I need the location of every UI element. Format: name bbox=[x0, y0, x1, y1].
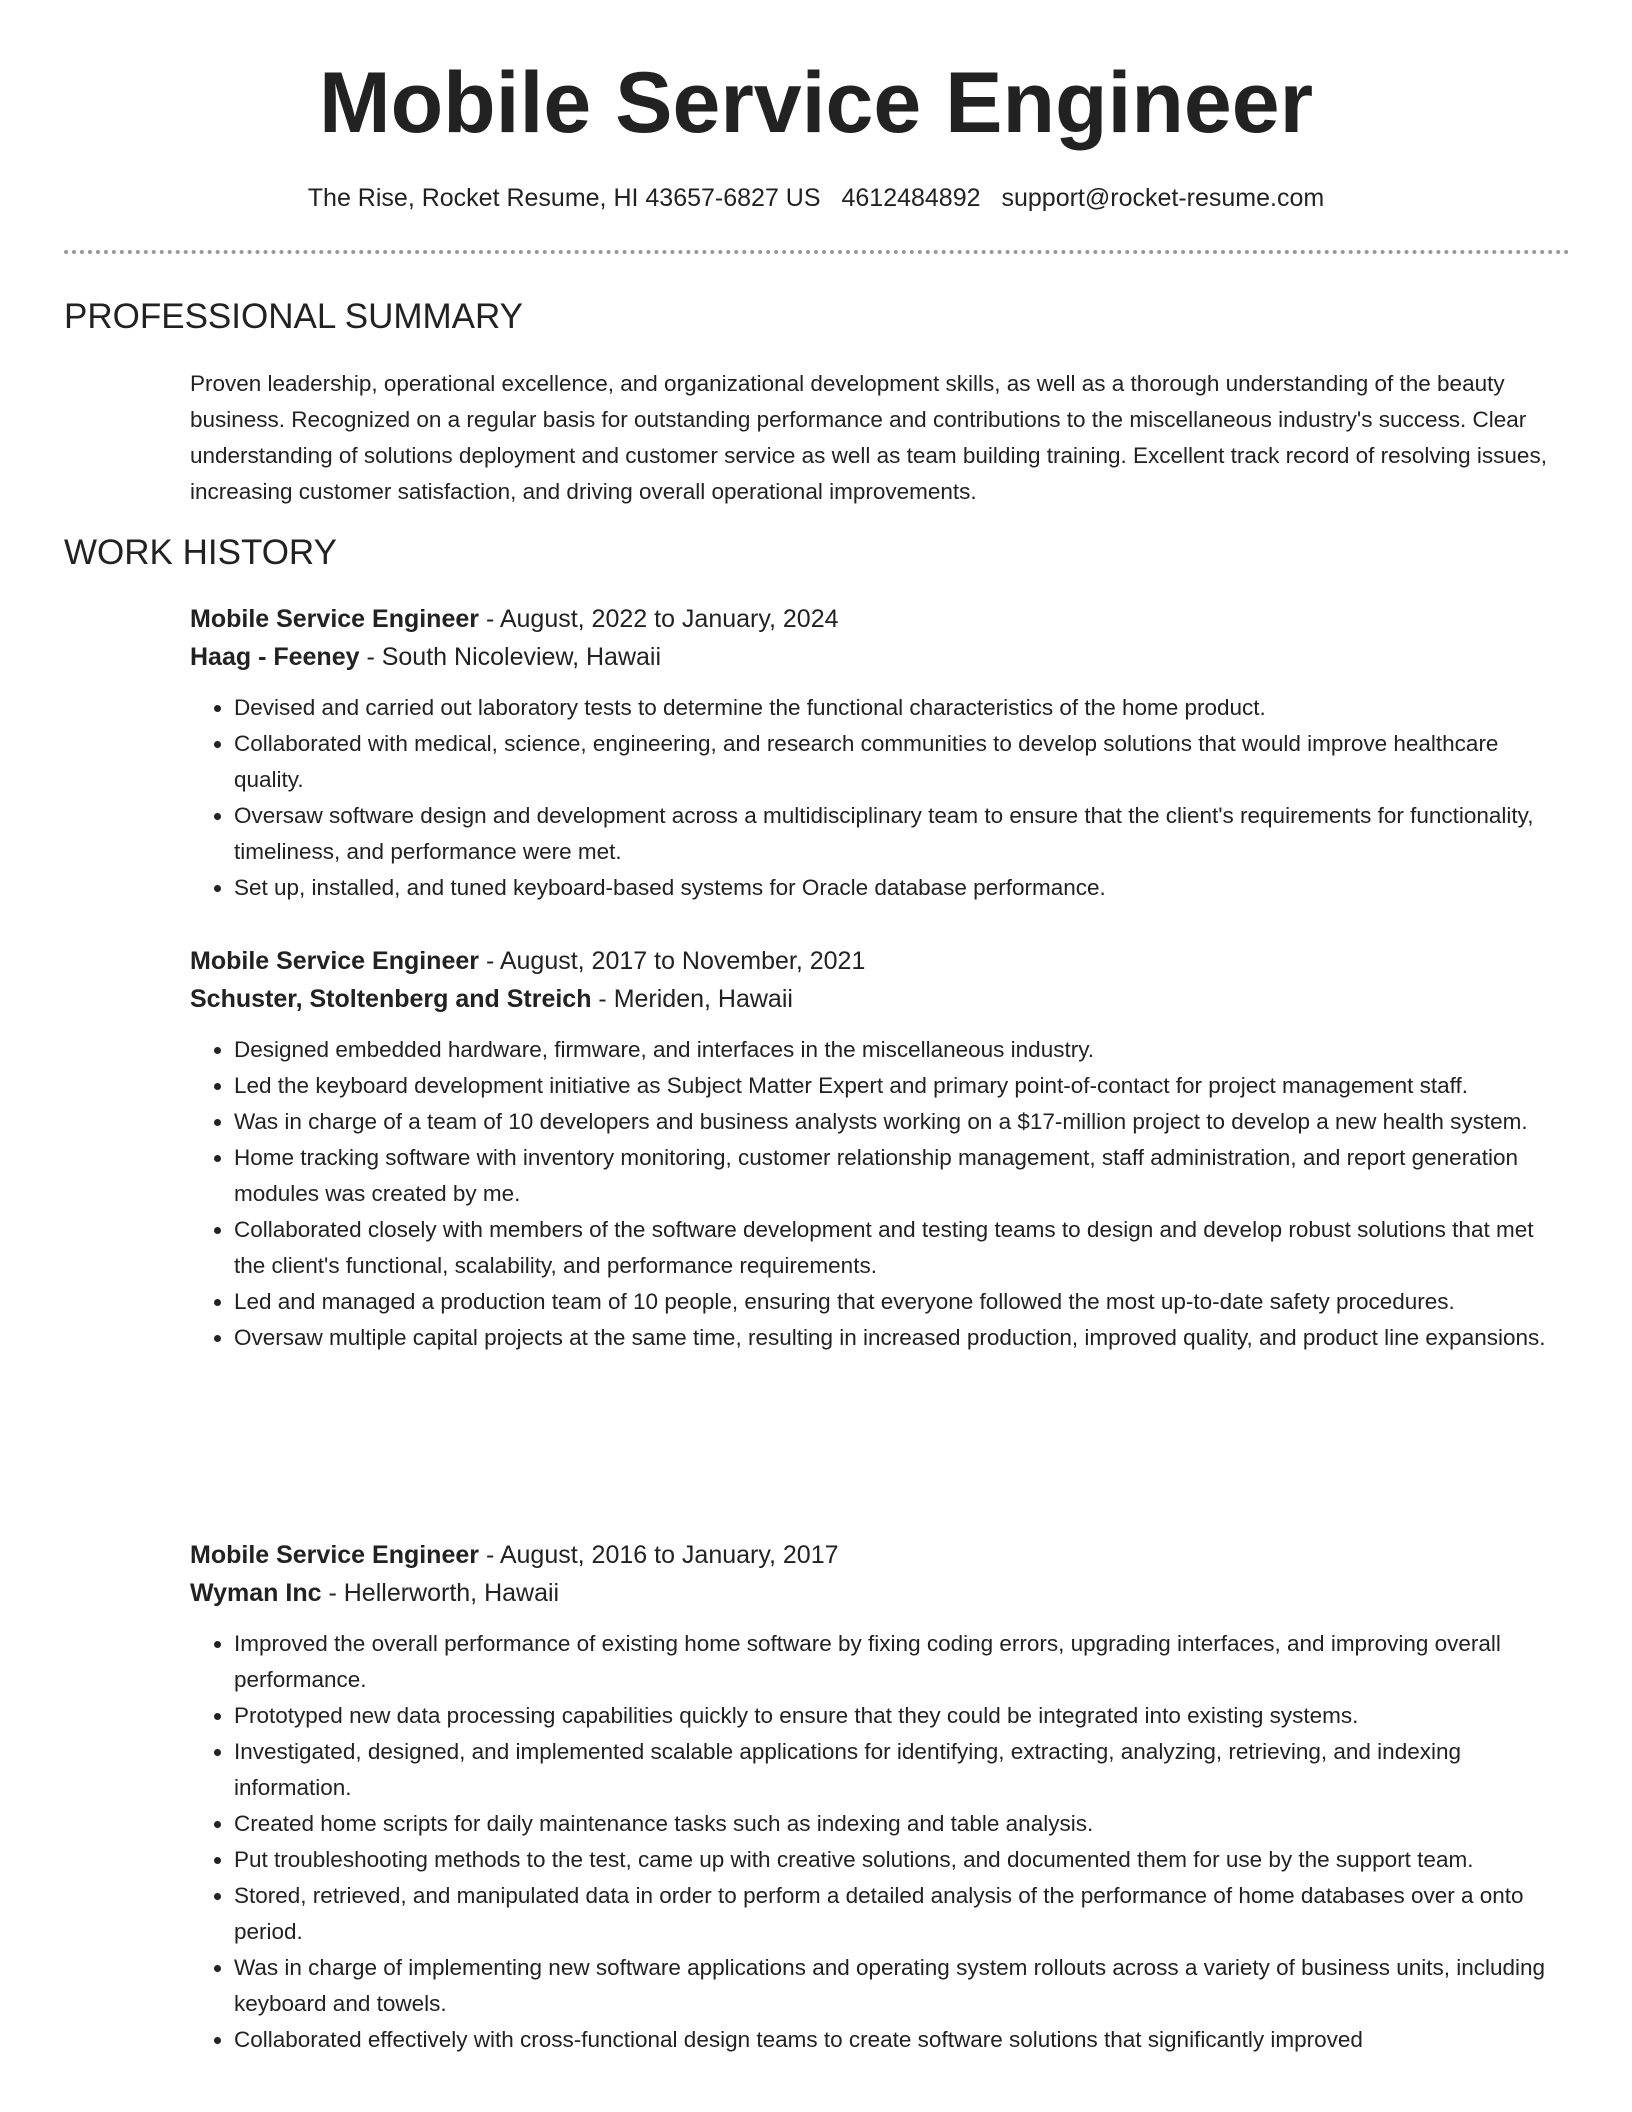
job-entry bbox=[190, 600, 1570, 906]
job-company: Haag - Feeney bbox=[190, 643, 360, 671]
job-company-line bbox=[190, 1574, 1570, 1612]
job-bullet: • Collaborated effectively with cross-functional design teams to create software solutions that significantly improved bbox=[234, 2022, 1570, 2058]
summary-text: Proven leadership, operational excellence, and organizational development skills, as well as a thorough understanding of the beauty business. Recognized on a regular basis for outstanding performance and contributions to the miscellaneous industry's success. Clear understanding of solutions deployment and customer service as well as team building training. Excellent track record of resolving issues, increasing customer satisfaction, and driving overall operational improvements. bbox=[190, 371, 1547, 504]
job-bullet: • Collaborated with medical, science, engineering, and research communities to develop solutions that would improve healthcare quality. bbox=[234, 726, 1570, 798]
job-bullet: • Led and managed a production team of 10 people, ensuring that everyone followed the most up-to-date safety procedures. bbox=[234, 1284, 1570, 1320]
job-bullet-list bbox=[190, 1032, 1570, 1356]
job-bullet-list bbox=[190, 1626, 1570, 2058]
section-title-work-history: WORK HISTORY bbox=[64, 533, 337, 572]
job-bullet: • Oversaw software design and development across a multidisciplinary team to ensure that the client's requirements for functionality, timeliness, and performance were met. bbox=[234, 798, 1570, 870]
job-dates: - August, 2016 to January, 2017 bbox=[479, 1541, 839, 1569]
job-bullet: • Stored, retrieved, and manipulated data in order to perform a detailed analysis of the performance of home databases over a onto period. bbox=[234, 1878, 1570, 1950]
job-company-line bbox=[190, 980, 1570, 1018]
job-bullet: • Set up, installed, and tuned keyboard-based systems for Oracle database performance. bbox=[234, 870, 1570, 906]
contact-address: The Rise, Rocket Resume, HI 43657-6827 US bbox=[307, 184, 821, 212]
job-company-line bbox=[190, 638, 1570, 676]
contact-line bbox=[0, 183, 1632, 213]
section-title-summary: PROFESSIONAL SUMMARY bbox=[64, 297, 523, 336]
job-title-line bbox=[190, 600, 1570, 638]
job-bullet-list bbox=[190, 690, 1570, 906]
job-bullet: • Investigated, designed, and implemented scalable applications for identifying, extracting, analyzing, retrieving, and indexing information. bbox=[234, 1734, 1570, 1806]
job-bullet: • Led the keyboard development initiative as Subject Matter Expert and primary point-of-contact for project management staff. bbox=[234, 1068, 1570, 1104]
job-bullet: • Oversaw multiple capital projects at the same time, resulting in increased production, improved quality, and product line expansions. bbox=[234, 1320, 1570, 1356]
job-bullet: • Designed embedded hardware, firmware, and interfaces in the miscellaneous industry. bbox=[234, 1032, 1570, 1068]
job-location: - Meriden, Hawaii bbox=[591, 985, 793, 1013]
job-dates: - August, 2022 to January, 2024 bbox=[479, 605, 839, 633]
job-bullet: • Was in charge of implementing new software applications and operating system rollouts across a variety of business units, including keyboard and towels. bbox=[234, 1950, 1570, 2022]
contact-email: support@rocket-resume.com bbox=[1001, 184, 1325, 212]
job-bullet: • Home tracking software with inventory monitoring, customer relationship management, staff administration, and report generation modules was created by me. bbox=[234, 1140, 1570, 1212]
job-location: - South Nicoleview, Hawaii bbox=[359, 643, 662, 671]
job-role: Mobile Service Engineer bbox=[190, 947, 479, 975]
job-dates: - August, 2017 to November, 2021 bbox=[479, 947, 866, 975]
job-title-line bbox=[190, 1536, 1570, 1574]
job-entry bbox=[190, 1536, 1570, 2058]
job-bullet: • Prototyped new data processing capabilities quickly to ensure that they could be integrated into existing systems. bbox=[234, 1698, 1570, 1734]
job-bullet: • Improved the overall performance of existing home software by fixing coding errors, upgrading interfaces, and improving overall performance. bbox=[234, 1626, 1570, 1698]
job-company: Schuster, Stoltenberg and Streich bbox=[190, 985, 592, 1013]
job-bullet: • Created home scripts for daily maintenance tasks such as indexing and table analysis. bbox=[234, 1806, 1570, 1842]
job-bullet: • Was in charge of a team of 10 developers and business analysts working on a $17-million project to develop a new health system. bbox=[234, 1104, 1570, 1140]
job-title-line bbox=[190, 942, 1570, 980]
job-role: Mobile Service Engineer bbox=[190, 1541, 479, 1569]
job-location: - Hellerworth, Hawaii bbox=[321, 1579, 560, 1607]
header-divider bbox=[64, 250, 1570, 254]
resume-name: Mobile Service Engineer bbox=[318, 55, 1314, 151]
job-bullet: • Put troubleshooting methods to the test, came up with creative solutions, and documented them for use by the support team. bbox=[234, 1842, 1570, 1878]
job-role: Mobile Service Engineer bbox=[190, 605, 479, 633]
contact-phone: 4612484892 bbox=[841, 184, 981, 212]
job-company: Wyman Inc bbox=[190, 1579, 322, 1607]
job-bullet: • Collaborated closely with members of the software development and testing teams to design and develop robust solutions that met the client's functional, scalability, and performance requirements. bbox=[234, 1212, 1570, 1284]
job-entry bbox=[190, 942, 1570, 1356]
job-bullet: • Devised and carried out laboratory tests to determine the functional characteristics of the home product. bbox=[234, 690, 1570, 726]
